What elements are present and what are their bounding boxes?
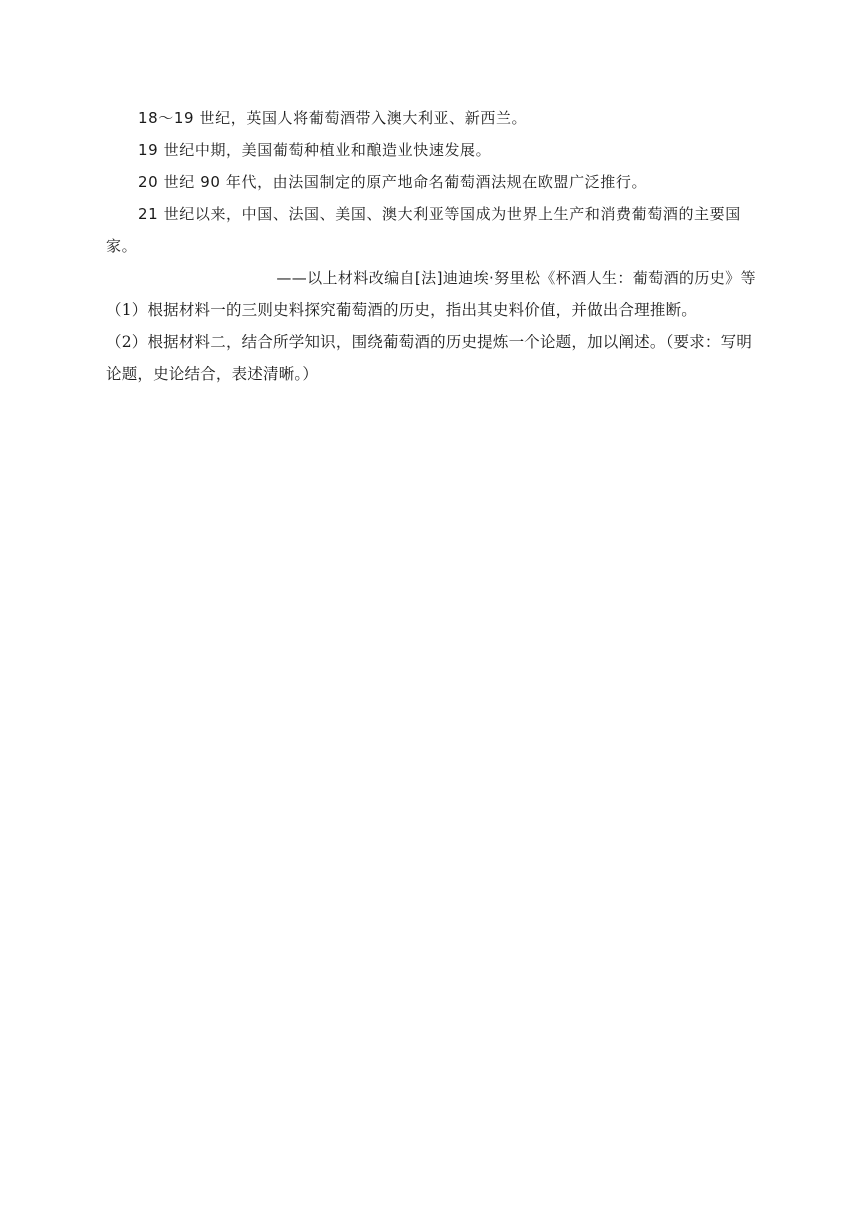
question-2: （2）根据材料二，结合所学知识，围绕葡萄酒的历史提炼一个论题，加以阐述。（要求：写明论题，史论结合，表述清晰。） bbox=[106, 333, 753, 383]
material-attribution: ——以上材料改编自[法]迪迪埃·努里松《杯酒人生：葡萄酒的历史》等 bbox=[276, 269, 756, 287]
material-paragraph-2: 19 世纪中期，美国葡萄种植业和酿造业快速发展。 bbox=[138, 141, 492, 159]
document-content bbox=[106, 102, 756, 390]
question-1: （1）根据材料一的三则史料探究葡萄酒的历史，指出其史料价值，并做出合理推断。 bbox=[106, 301, 697, 319]
material-paragraph-4: 21 世纪以来，中国、法国、美国、澳大利亚等国成为世界上生产和消费葡萄酒的主要国家。 bbox=[106, 205, 741, 255]
material-paragraph-1: 18～19 世纪，英国人将葡萄酒带入澳大利亚、新西兰。 bbox=[138, 109, 528, 127]
material-paragraph-3: 20 世纪 90 年代，由法国制定的原产地命名葡萄酒法规在欧盟广泛推行。 bbox=[138, 173, 648, 191]
